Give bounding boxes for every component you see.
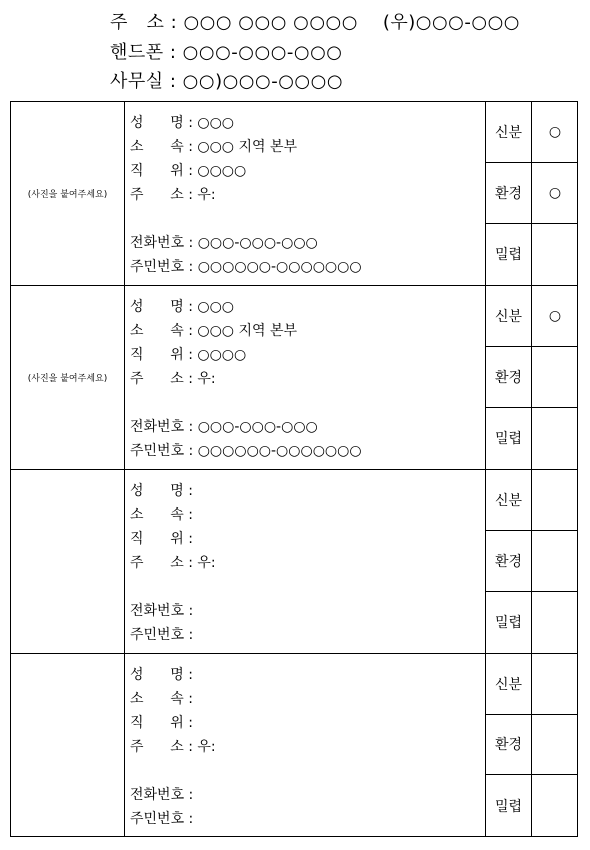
check-mark[interactable] [532, 470, 578, 530]
record-1 [11, 102, 577, 286]
check-column [486, 470, 578, 653]
address-field: 주 소 : 우: [130, 739, 216, 755]
check-column [486, 102, 578, 285]
check-row-identity [486, 470, 578, 531]
check-label: 밀렵 [486, 592, 532, 653]
check-row-environment [486, 715, 578, 776]
check-row-identity [486, 102, 578, 163]
address-field: 주 소 : 우: [130, 371, 216, 387]
name-field: 성 명 : [130, 667, 193, 683]
info-cell [125, 102, 486, 285]
check-label: 환경 [486, 531, 532, 591]
check-label: 신분 [486, 286, 532, 346]
check-label: 밀렵 [486, 224, 532, 285]
check-label: 밀렵 [486, 775, 532, 836]
check-mark[interactable] [532, 408, 578, 469]
affiliation-field: 소 속 : [130, 507, 193, 523]
position-field: 직 위 : ○○○○ [130, 163, 247, 179]
check-row-environment [486, 163, 578, 224]
address-field: 주 소 : 우: [130, 187, 216, 203]
resident-number-field: 주민번호 : [130, 811, 194, 827]
check-row-poaching [486, 592, 578, 653]
phone-field: 전화번호 : [130, 787, 194, 803]
check-row-poaching [486, 224, 578, 285]
check-mark[interactable] [532, 531, 578, 591]
photo-placeholder[interactable] [11, 470, 125, 653]
resident-number-field: 주민번호 : ○○○○○○-○○○○○○○ [130, 259, 362, 275]
check-label: 환경 [486, 715, 532, 775]
name-field: 성 명 : ○○○ [130, 115, 235, 131]
photo-placeholder[interactable] [11, 654, 125, 836]
check-row-poaching [486, 775, 578, 836]
record-3 [11, 470, 577, 654]
record-table [10, 101, 578, 837]
check-row-identity [486, 286, 578, 347]
position-field: 직 위 : ○○○○ [130, 347, 247, 363]
check-mark[interactable] [532, 347, 578, 407]
info-cell [125, 654, 486, 836]
check-column [486, 654, 578, 836]
name-field: 성 명 : [130, 483, 193, 499]
record-2 [11, 286, 577, 470]
resident-number-field: 주민번호 : ○○○○○○-○○○○○○○ [130, 443, 362, 459]
check-mark[interactable] [532, 592, 578, 653]
header-office: 사무실 : ○○)○○○-○○○○ [110, 71, 344, 92]
record-4 [11, 654, 577, 836]
header-mobile: 핸드폰 : ○○○-○○○-○○○ [110, 42, 343, 63]
check-label: 밀렵 [486, 408, 532, 469]
check-row-environment [486, 531, 578, 592]
check-mark[interactable] [532, 224, 578, 285]
resident-number-field: 주민번호 : [130, 627, 194, 643]
check-label: 신분 [486, 102, 532, 162]
affiliation-field: 소 속 : [130, 691, 193, 707]
photo-placeholder[interactable]: (사진을 붙여주세요) [11, 286, 125, 469]
name-field: 성 명 : ○○○ [130, 299, 235, 315]
position-field: 직 위 : [130, 531, 193, 547]
address-field: 주 소 : 우: [130, 555, 216, 571]
phone-field: 전화번호 : ○○○-○○○-○○○ [130, 235, 318, 251]
position-field: 직 위 : [130, 715, 193, 731]
check-mark[interactable] [532, 775, 578, 836]
info-cell [125, 470, 486, 653]
phone-field: 전화번호 : ○○○-○○○-○○○ [130, 419, 318, 435]
check-row-identity [486, 654, 578, 715]
check-mark[interactable] [532, 654, 578, 714]
check-row-environment [486, 347, 578, 408]
photo-placeholder[interactable]: (사진을 붙여주세요) [11, 102, 125, 285]
phone-field: 전화번호 : [130, 603, 194, 619]
affiliation-field: 소 속 : ○○○ 지역 본부 [130, 323, 298, 339]
header-address: 주 소 : ○○○ ○○○ ○○○○ (우)○○○-○○○ [110, 12, 521, 33]
check-mark[interactable]: ○ [548, 307, 562, 324]
check-label: 신분 [486, 654, 532, 714]
check-mark[interactable]: ○ [548, 123, 562, 140]
affiliation-field: 소 속 : ○○○ 지역 본부 [130, 139, 298, 155]
check-label: 환경 [486, 347, 532, 407]
check-column [486, 286, 578, 469]
check-label: 환경 [486, 163, 532, 223]
info-cell [125, 286, 486, 469]
check-row-poaching [486, 408, 578, 469]
check-mark[interactable]: ○ [548, 184, 562, 201]
check-mark[interactable] [532, 715, 578, 775]
check-label: 신분 [486, 470, 532, 530]
